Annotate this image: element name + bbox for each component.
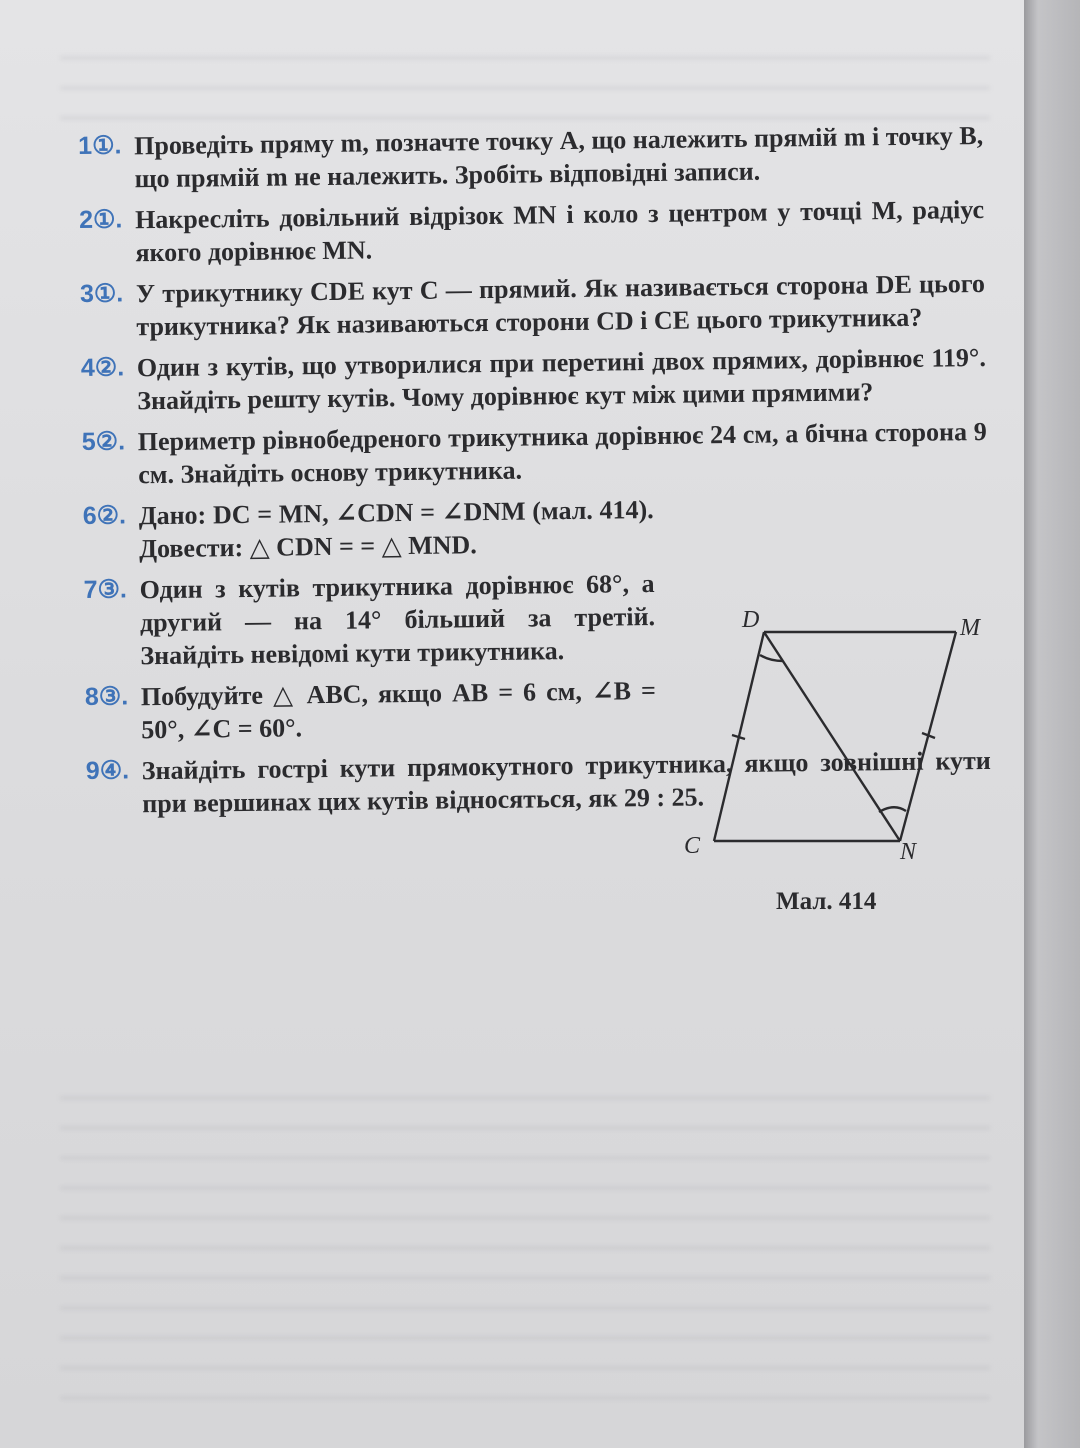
quadrilateral-diagram: [672, 605, 992, 925]
problem-2: [79, 193, 985, 270]
problem-6: [83, 493, 655, 566]
problem-number: 5②.: [81, 427, 126, 456]
problem-text: Периметр рівнобедреного трикутника дорівнює 24 см, а бічна сторона 9 см. Знайдіть основу трикутника.: [137, 416, 987, 490]
problem-number: 3①.: [79, 279, 124, 308]
problem-text: У трикутнику CDE кут C — прямий. Як називається сторона DE цього трикутника? Як називаються сторони CD і CE цього трикутника?: [135, 268, 986, 342]
problem-text: Накресліть довільний відрізок MN і коло з центром у точці M, радіус якого дорівнює MN.: [134, 194, 985, 268]
figure-414: [672, 605, 992, 925]
problem-1: [78, 119, 984, 196]
bleed-through-top: [60, 30, 990, 120]
bleed-through-bottom: [60, 1070, 990, 1400]
diagonal-dn: [764, 632, 900, 841]
figure-caption: Мал. 414: [776, 888, 877, 915]
problem-text: Один з кутів трикутника дорівнює 68°, а другий — на 14° більший за третій. Знайдіть невідомі кути трикутника.: [139, 568, 656, 671]
label-d: D: [742, 607, 760, 633]
problem-number: 9④.: [85, 756, 130, 785]
problem-7: [83, 567, 655, 673]
angle-arc-n: [879, 807, 906, 812]
label-n: N: [900, 839, 917, 865]
problem-text: Проведіть пряму m, позначте точку A, що належить прямій m і точку B, що прямій m не належить. Зробіть відповідні записи.: [134, 120, 984, 194]
problem-4: [81, 341, 987, 418]
problem-number: 6②.: [82, 501, 127, 530]
problem-text: Дано: DC = MN, ∠CDN = ∠DNM (мал. 414). Довести: △ CDN = = △ MND.: [138, 494, 654, 564]
problem-3: [80, 267, 986, 344]
problem-number: 4②.: [80, 353, 125, 382]
problem-number: 8③.: [84, 682, 129, 711]
problem-text: Один з кутів, що утворилися при перетині двох прямих, дорівнює 119°. Знайдіть решту кутів. Чому дорівнює кут між цими прямими?: [136, 342, 987, 416]
problem-number: 7③.: [83, 575, 128, 604]
problem-number: 1①.: [78, 131, 122, 160]
problem-text: Знайдіть гострі кути прямокутного трикутника, якщо зовнішні кути при вершинах цих кутів відносяться, як 29 : 25.: [141, 745, 991, 819]
label-m: M: [960, 615, 980, 641]
page-edge: [1024, 0, 1080, 1448]
problem-text: Побудуйте △ ABC, якщо AB = 6 см, ∠B = 50°, ∠C = 60°.: [140, 675, 657, 745]
problem-number: 2①.: [78, 205, 123, 234]
problem-8: [85, 674, 657, 747]
problem-5: [82, 415, 988, 492]
label-c: C: [684, 833, 701, 859]
